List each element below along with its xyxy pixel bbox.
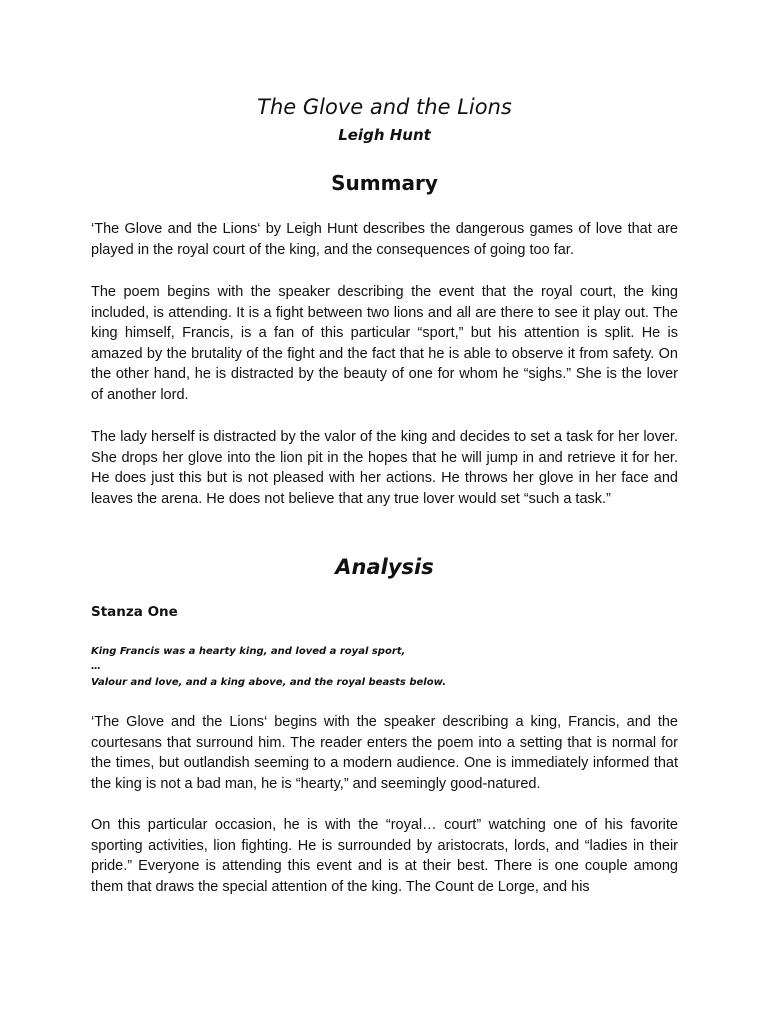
summary-heading: Summary — [331, 171, 438, 195]
analysis-heading: Analysis — [335, 555, 434, 579]
summary-paragraph-3: The lady herself is distracted by the valor of the king and decides to set a task for her lover. She drops her glove into the lion pit in the hopes that he will jump in and retrieve it for her. He does just this but is not pleased with her actions. He throws her glove in her face and leaves the arena. He does not believe that any true lover would set “such a task.” — [91, 429, 678, 507]
analysis-paragraph-2: On this particular occasion, he is with the “royal… court” watching one of his favorite sporting activities, lion fighting. He is surrounded by aristocrats, lords, and “ladies in their pride.” Everyone is attending this event and is at their best. There is one couple among them that draws the special attention of the king. The Count de Lorge, and his — [91, 817, 678, 895]
summary-paragraph-2: The poem begins with the speaker describing the event that the royal court, the king included, is attending. It is a fight between two lions and all are there to see it play out. The king himself, Francis, is a fan of this particular “sport,” but his attention is split. He is amazed by the brutality of the fight and the fact that he is able to observe it from safety. On the other hand, he is distracted by the beauty of one for whom he “sighs.” She is the lover of another lord. — [91, 284, 678, 403]
quote-line-2: … — [91, 661, 101, 672]
quote-line-3: Valour and love, and a king above, and the royal beasts below. — [91, 677, 446, 688]
stanza-one-heading: Stanza One — [91, 604, 178, 620]
analysis-paragraph-1: ‘The Glove and the Lions‘ begins with the speaker describing a king, Francis, and the courtesans that surround him. The reader enters the poem into a setting that is normal for the times, but outlandish seeming to a modern audience. One is immediately informed that the king is not a bad man, he is “hearty,” and seemingly good-natured. — [91, 714, 678, 792]
document-title: The Glove and the Lions — [257, 95, 512, 119]
quote-line-1: King Francis was a hearty king, and loved a royal sport, — [91, 646, 406, 657]
document-author: Leigh Hunt — [338, 126, 431, 144]
summary-paragraph-1: ‘The Glove and the Lions‘ by Leigh Hunt describes the dangerous games of love that are played in the royal court of the king, and the consequences of going too far. — [91, 221, 678, 258]
